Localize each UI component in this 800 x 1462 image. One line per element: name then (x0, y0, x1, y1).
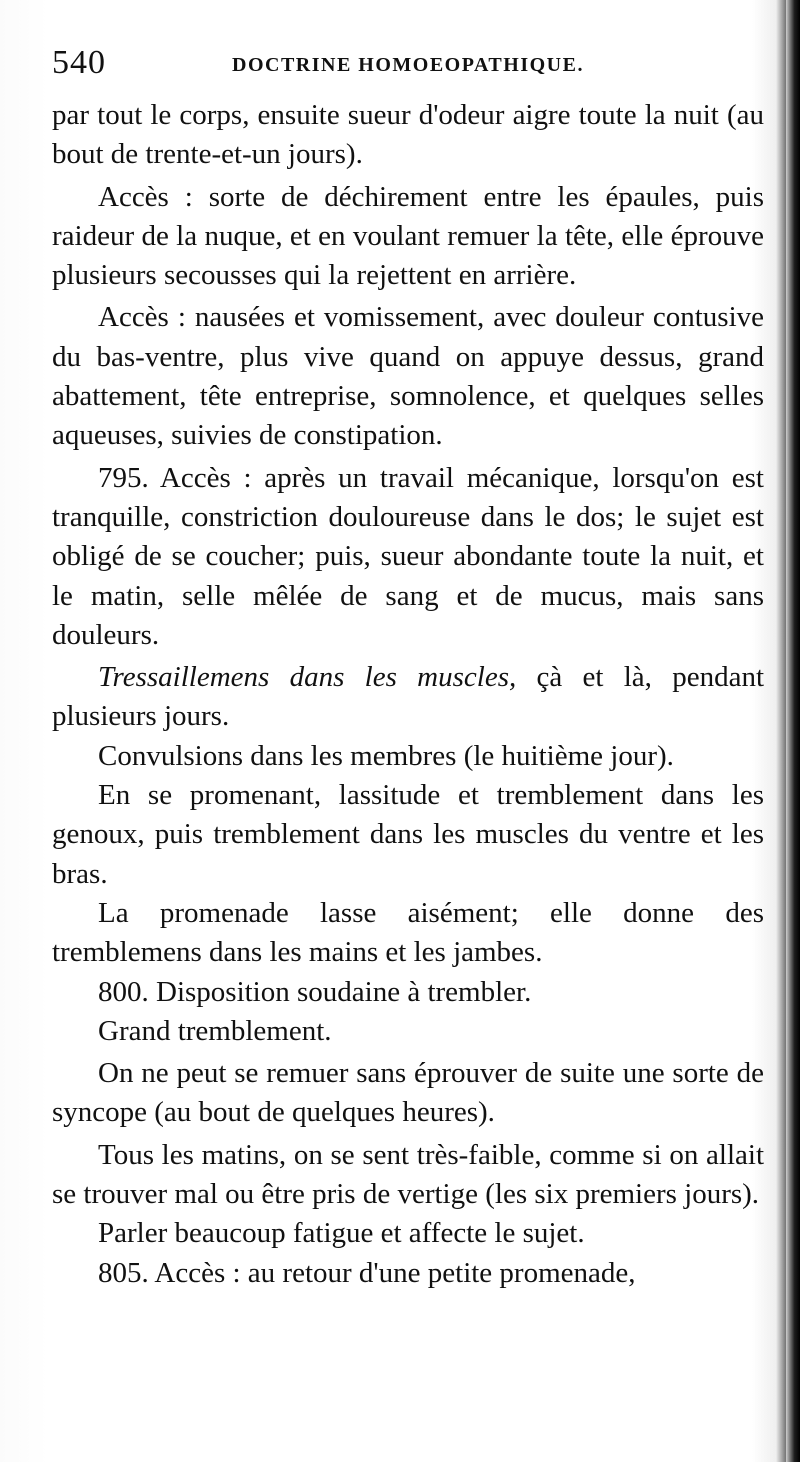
paragraph: Accès : sorte de déchirement entre les épaules, puis raideur de la nuque, et en voulant remuer la tête, elle éprouve plusieurs secousses qui la rejettent en arrière. (52, 180, 764, 292)
book-spine-shadow (786, 0, 800, 1462)
paragraph: Tressaillemens dans les muscles, çà et là, pendant plusieurs jours. (52, 661, 765, 733)
italic-phrase: Tressaillemens dans les muscles, (98, 661, 517, 694)
page-number: 540 (52, 44, 106, 81)
paragraph-800: 800. Disposition soudaine à trembler. (98, 975, 532, 1008)
paragraph: par tout le corps, ensuite sueur d'odeur aigre toute la nuit (au bout de trente-et-un jours). (52, 99, 764, 171)
paragraph: Accès : nausées et vomissement, avec douleur contusive du bas-ventre, plus vive quand on appuye dessus, grand abattement, tête entreprise, somnolence, et quelques selles aqueuses, suivies de constipation. (52, 301, 764, 452)
paragraph: Grand tremblement. (98, 1014, 332, 1047)
paragraph-805: 805. Accès : au retour d'une petite promenade, (98, 1256, 636, 1289)
paragraph: La promenade lasse aisément; elle donne des tremblemens dans les mains et les jambes. (52, 896, 764, 969)
body-text (52, 96, 764, 1293)
paragraph: On ne peut se remuer sans éprouver de suite une sorte de syncope (au bout de quelques heures). (52, 1057, 764, 1129)
paragraph: Parler beaucoup fatigue et affecte le sujet. (98, 1217, 585, 1250)
page-header (52, 44, 752, 84)
paragraph-795: 795. Accès : après un travail mécanique, lorsqu'on est tranquille, constriction douloureuse dans le dos; le sujet est obligé de se coucher; puis, sueur abondante toute la nuit, et le matin, selle mêlée de sang et de mucus, mais sans douleurs. (52, 461, 764, 651)
paragraph: En se promenant, lassitude et tremblement dans les genoux, puis tremblement dans les muscles du ventre et les bras. (52, 779, 764, 890)
paragraph: Convulsions dans les membres (le huitième jour). (98, 739, 674, 772)
running-title: DOCTRINE HOMOEOPATHIQUE. (232, 54, 584, 76)
paragraph: Tous les matins, on se sent très-faible, comme si on allait se trouver mal ou être pris de vertige (les six premiers jours). (52, 1138, 764, 1211)
